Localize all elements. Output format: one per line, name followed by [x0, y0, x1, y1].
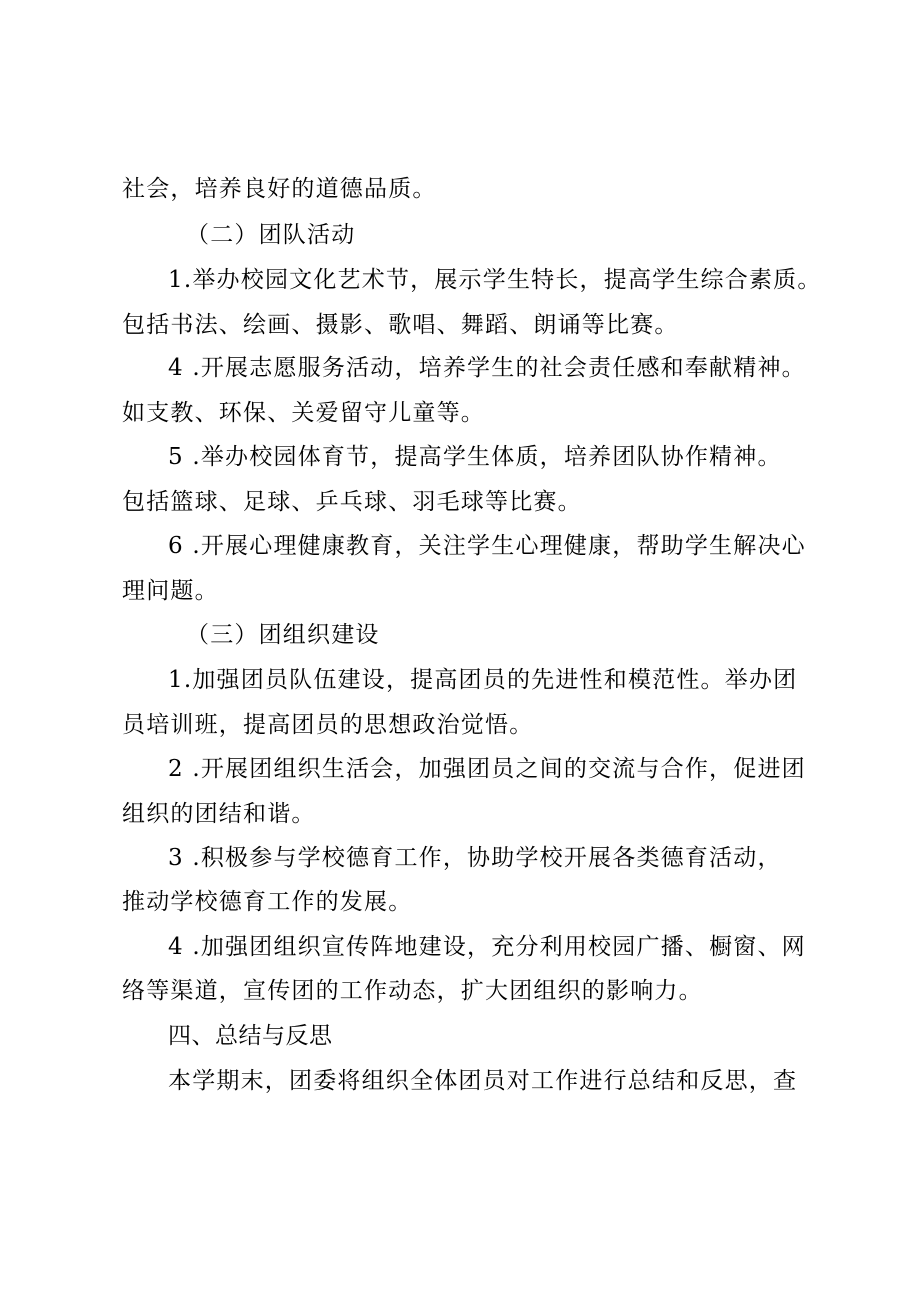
paragraph-line: 4 .开展志愿服务活动，培养学生的社会责任感和奉献精神。: [168, 355, 806, 381]
paragraph-line: 包括篮球、足球、乒乓球、羽毛球等比赛。: [122, 489, 582, 515]
paragraph-line: 6 .开展心理健康教育，关注学生心理健康，帮助学生解决心: [168, 533, 806, 559]
paragraph-line: 员培训班，提高团员的思想政治觉悟。: [122, 712, 534, 738]
section-heading: （三）团组织建设: [186, 622, 380, 648]
paragraph-line: 2 .开展团组织生活会，加强团员之间的交流与合作，促进团: [168, 756, 806, 782]
paragraph-line: 理问题。: [122, 578, 219, 604]
paragraph-line: 如支教、环保、关爱留守儿童等。: [122, 400, 485, 426]
paragraph-line: 1.举办校园文化艺术节，展示学生特长，提高学生综合素质。: [168, 267, 822, 293]
paragraph-line: 络等渠道，宣传团的工作动态，扩大团组织的影响力。: [122, 978, 703, 1004]
paragraph-line: 4 .加强团组织宣传阵地建设，充分利用校园广播、橱窗、网: [168, 934, 806, 960]
paragraph-line: 社会，培养良好的道德品质。: [122, 176, 437, 202]
paragraph-line: 3 .积极参与学校德育工作，协助学校开展各类德育活动，: [168, 845, 782, 871]
paragraph-line: 5 .举办校园体育节，提高学生体质，培养团队协作精神。: [168, 444, 782, 470]
paragraph-line: 推动学校德育工作的发展。: [122, 889, 413, 915]
paragraph-line: 组织的团结和谐。: [122, 801, 316, 827]
chapter-heading: 四、总结与反思: [168, 1023, 333, 1049]
paragraph-line: 1.加强团员队伍建设，提高团员的先进性和模范性。举办团: [168, 667, 798, 693]
paragraph-line: 包括书法、绘画、摄影、歌唱、舞蹈、朗诵等比赛。: [122, 312, 679, 338]
paragraph-line: 本学期末，团委将组织全体团员对工作进行总结和反思，查: [168, 1068, 798, 1094]
section-heading: （二）团队活动: [186, 222, 356, 248]
